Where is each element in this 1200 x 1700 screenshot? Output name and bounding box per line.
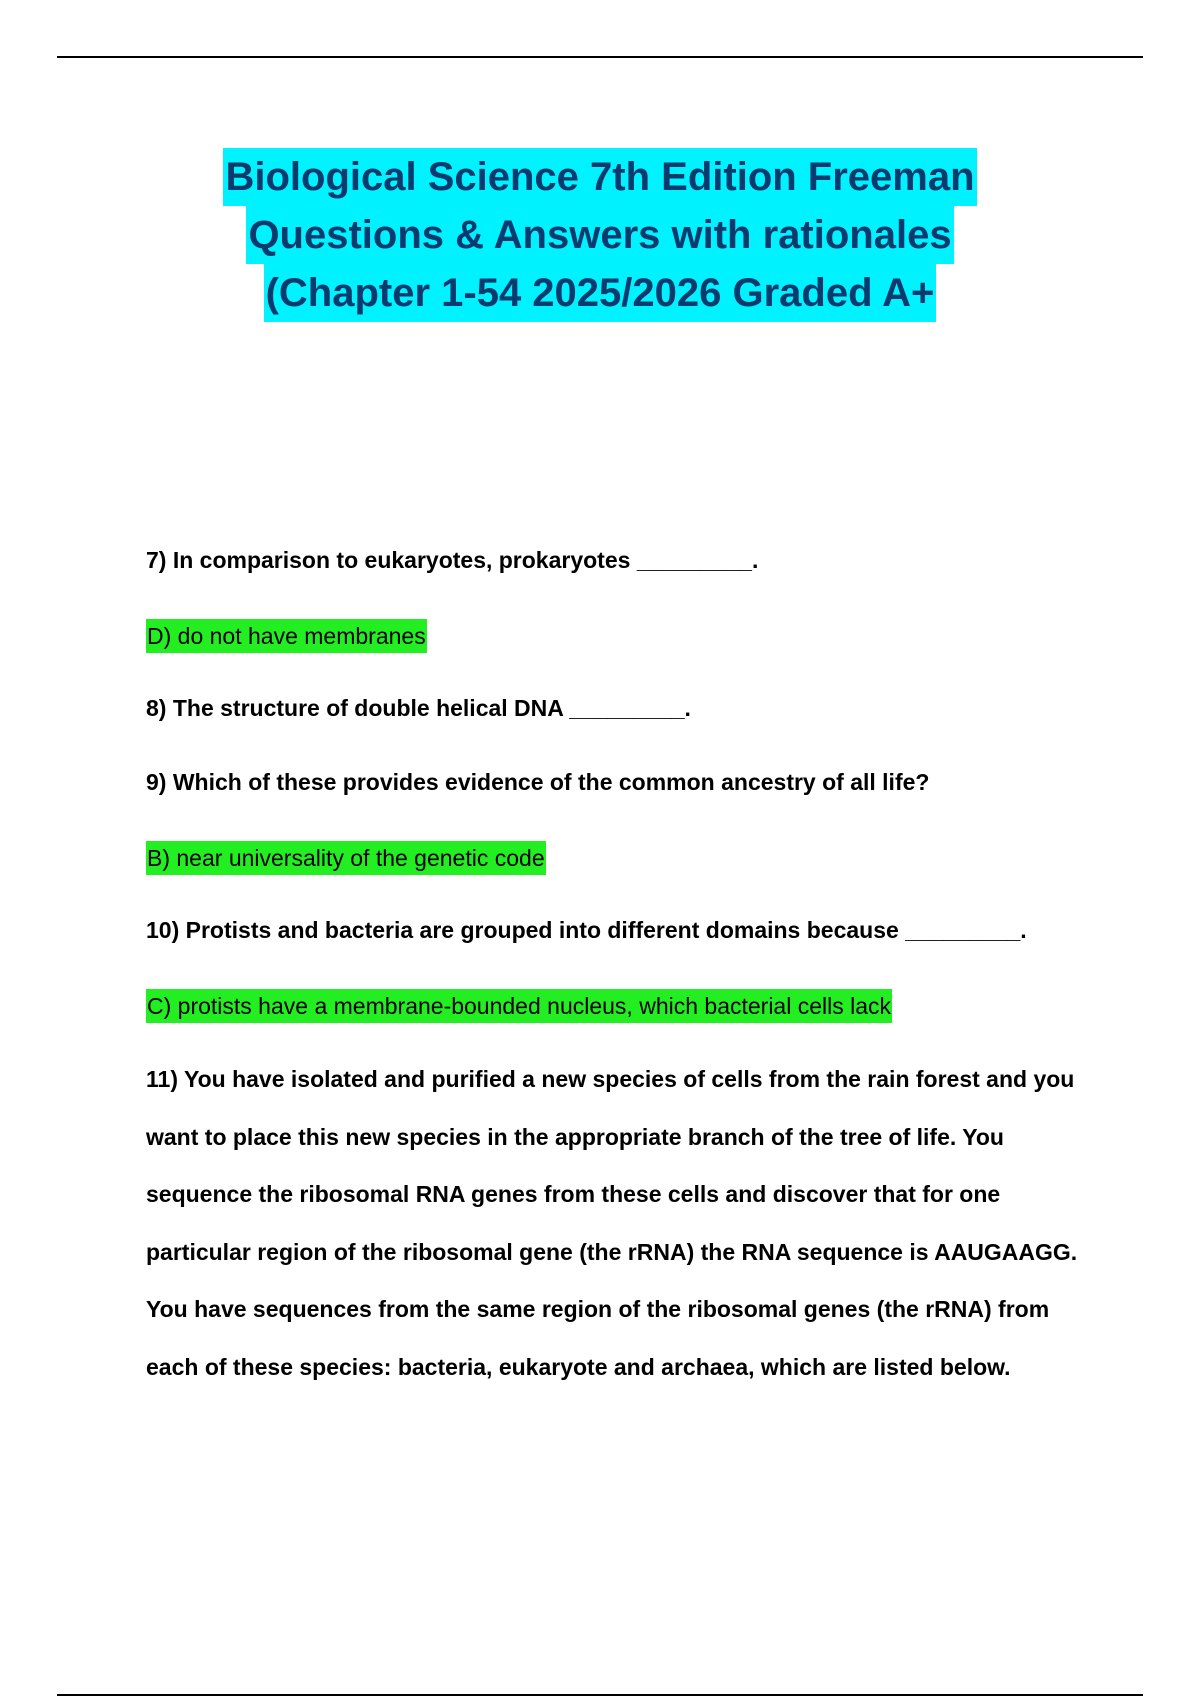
top-divider: [57, 56, 1143, 58]
question-8: 8) The structure of double helical DNA _________.: [146, 695, 691, 721]
question-list: [146, 545, 1086, 1440]
answer-7: D) do not have membranes: [146, 619, 427, 653]
title-line-1: Biological Science 7th Edition Freeman: [223, 148, 976, 206]
title-line-2: Questions & Answers with rationales: [246, 206, 953, 264]
question-7: 7) In comparison to eukaryotes, prokaryotes _________.: [146, 547, 759, 573]
answer-10: C) protists have a membrane-bounded nucleus, which bacterial cells lack: [146, 989, 892, 1023]
title-line-3: (Chapter 1-54 2025/2026 Graded A+: [264, 264, 937, 322]
question-9: 9) Which of these provides evidence of the common ancestry of all life?: [146, 769, 930, 795]
question-11: 11) You have isolated and purified a new species of cells from the rain forest and you want to place this new species in the appropriate branch of the tree of life. You sequence the ribosomal RNA genes from these cells and discover that for one particular region of the ribosomal gene (the rRNA) the RNA sequence is AAUGAAGG. You have sequences from the same region of the ribosomal genes (the rRNA) from each of these species: bacteria, eukaryote and archaea, which are listed below.: [146, 1066, 1078, 1380]
document-title: [0, 148, 1200, 322]
bottom-divider: [57, 1694, 1143, 1696]
answer-9: B) near universality of the genetic code: [146, 841, 546, 875]
question-10: 10) Protists and bacteria are grouped into different domains because _________.: [146, 917, 1027, 943]
